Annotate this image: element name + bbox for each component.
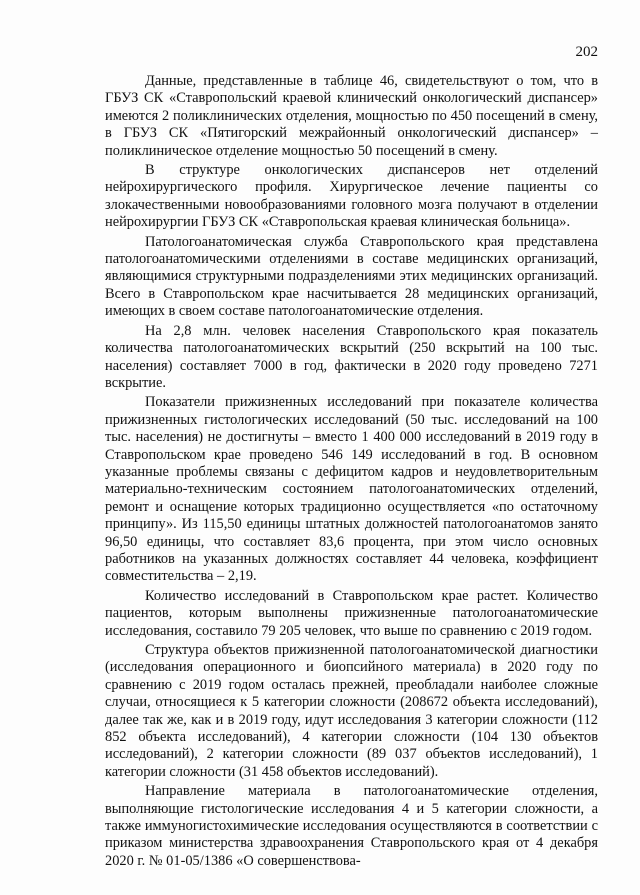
document-body — [105, 73, 598, 872]
paragraph: Структура объектов прижизненной патологоанатомической диагностики (исследования операционного и биопсийного материала) в 2020 году по сравнению с 2019 годом осталась прежней, преобладали наиболее сложные случаи, относящиеся к 5 категории сложности (208672 объекта исследований), далее так же, как и в 2019 году, идут исследования 3 категории сложности (112 852 объекта исследований), 4 категории сложности (104 130 объектов исследований), 2 категории сложности (89 037 объектов исследований), 1 категории сложности (31 458 объектов исследований). — [105, 642, 598, 780]
paragraph: На 2,8 млн. человек населения Ставропольского края показатель количества патологоанатомических вскрытий (250 вскрытий на 100 тыс. населения) составляет 7000 в год, фактически в 2020 году проведено 7271 вскрытие. — [105, 322, 598, 391]
paragraph: Патологоанатомическая служба Ставропольского края представлена патологоанатомическими отделениями в составе медицинских организаций, являющимися структурными подразделениями этих медицинских организаций. Всего в Ставропольском крае насчитывается 28 медицинских организаций, имеющих в своем составе патологоанатомические отделения. — [105, 233, 598, 320]
paragraph: Показатели прижизненных исследований при показателе количества прижизненных гистологических исследований (50 тыс. исследований на 100 тыс. населения) не достигнуты – вместо 1 400 000 исследований в 2019 году в Ставропольском крае проведено 546 149 исследований в год. В основном указанные проблемы связаны с дефицитом кадров и неудовлетворительным материально-техническим состоянием патологоанатомических отделений, ремонт и оснащение которых традиционно осуществляется «по остаточному принципу». Из 115,50 единицы штатных должностей патологоанатомов занято 96,50 единицы, что составляет 83,6 процента, при этом число основных работников на указанных должностях составляет 44 человека, коэффициент совместительства – 2,19. — [105, 394, 598, 585]
paragraph: Данные, представленные в таблице 46, свидетельствуют о том, что в ГБУЗ СК «Ставропольский краевой клинический онкологический диспансер» имеются 2 поликлинических отделения, мощностью по 450 посещений в смену, в ГБУЗ СК «Пятигорский межрайонный онкологический диспансер» – поликлиническое отделение мощностью 50 посещений в смену. — [105, 73, 598, 159]
paragraph: В структуре онкологических диспансеров нет отделений нейрохирургического профиля. Хирургическое лечение пациенты со злокачественными новообразованиями головного мозга получают в отделении нейрохирургии ГБУЗ СК «Ставропольская краевая клиническая больница». — [105, 162, 598, 231]
paragraph: Количество исследований в Ставропольском крае растет. Количество пациентов, которым выполнены прижизненные патологоанатомические исследования, составило 79 205 человек, что выше по сравнению с 2019 годом. — [105, 587, 598, 639]
paragraph: Направление материала в патологоанатомические отделения, выполняющие гистологические исследования 4 и 5 категории сложности, а также иммуногистохимические исследования осуществляются в соответствии с приказом министерства здравоохранения Ставропольского края от 4 декабря 2020 г. № 01-05/1386 «О совершенствова- — [105, 783, 598, 869]
page-number: 202 — [575, 44, 598, 60]
